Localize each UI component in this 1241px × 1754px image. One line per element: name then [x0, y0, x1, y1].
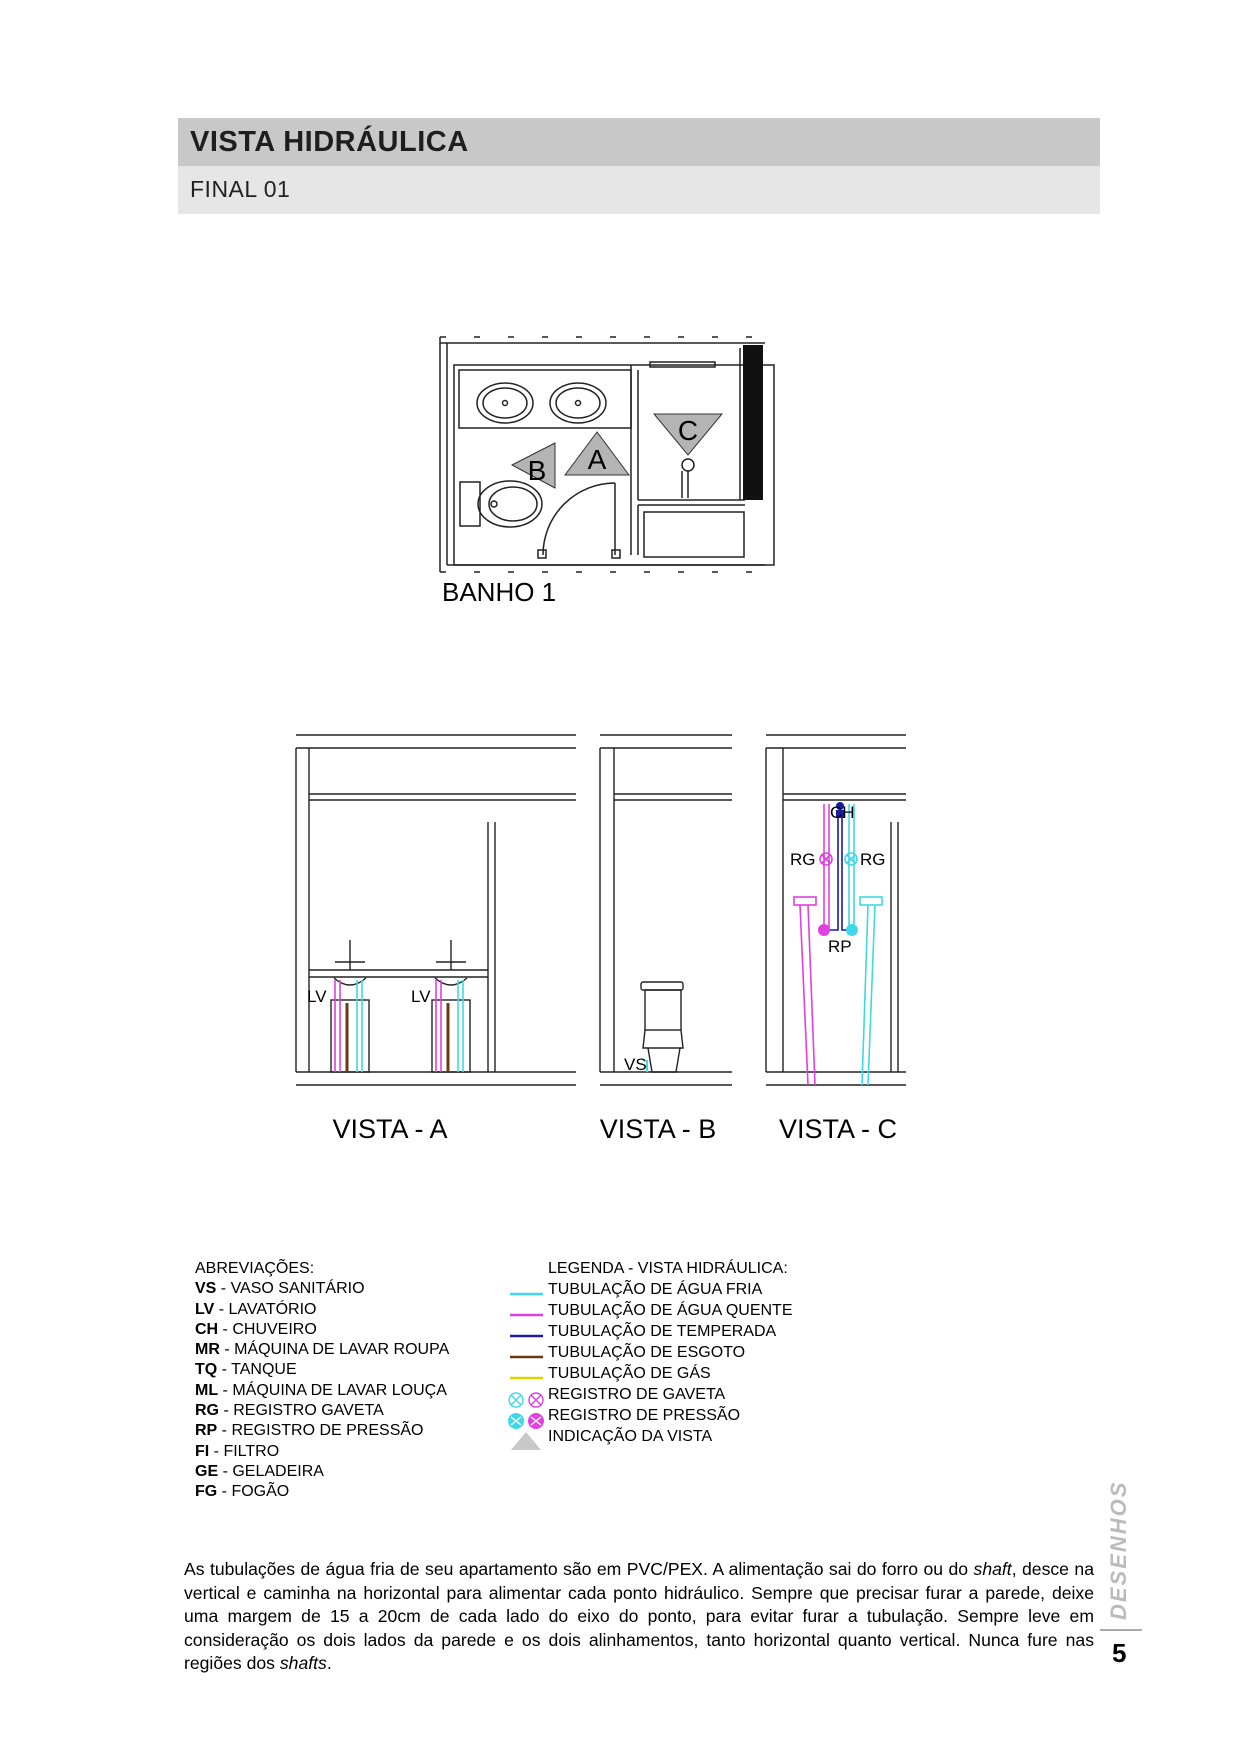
legend-item: REGISTRO DE PRESSÃO: [548, 1407, 741, 1424]
legend: [548, 1258, 793, 1447]
page-number: 5: [1112, 1638, 1127, 1668]
room-label: BANHO 1: [442, 577, 557, 607]
abbr-item: FG - FOGÃO: [195, 1483, 290, 1501]
vs-label: VS: [624, 1055, 647, 1074]
pressure-valve-icon: [508, 1413, 544, 1429]
rg-label-1: RG: [790, 850, 816, 869]
view-b-label: VISTA - B: [599, 1114, 717, 1144]
legend-item: INDICAÇÃO DA VISTA: [548, 1428, 713, 1445]
abbr-item: RP - REGISTRO DE PRESSÃO: [195, 1422, 424, 1440]
abbr-item: FI - FILTRO: [195, 1442, 280, 1460]
abbr-item: GE - GELADEIRA: [195, 1462, 324, 1480]
elevation-b: [600, 735, 732, 1085]
gate-valve-icon: [509, 1393, 543, 1407]
abbr-item: ML - MÁQUINA DE LAVAR LOUÇA: [195, 1381, 447, 1399]
view-c-label: VISTA - C: [778, 1114, 898, 1144]
footer-paragraph: As tubulações de água fria de seu apartamento são em PVC/PEX. A alimentação sai do forro ou do shaft, desce na vertical e caminha na horizontal para alimentar cada ponto hidráulico. Sempre que precisar furar a parede, deixe uma margem de 15 a 20cm de cada lado do eixo do ponto, para evitar furar a tubulação. Sempre leve em consideração os dois lados da parede e os dois alinhamentos, tanto horizontal quanto vertical. Nunca fure nas regiões dos shafts.: [184, 1559, 1094, 1673]
abbreviations-title: ABREVIAÇÕES:: [195, 1260, 315, 1277]
shaft-block: [743, 345, 763, 500]
svg-text:C: C: [677, 415, 699, 446]
rp-cold-icon: [846, 924, 858, 936]
svg-text:B: B: [527, 455, 547, 486]
legend-symbols: [510, 1294, 543, 1378]
page-title: VISTA HIDRÁULICA: [190, 126, 469, 158]
abbr-item: CH - CHUVEIRO: [195, 1320, 317, 1338]
legend-title: LEGENDA - VISTA HIDRÁULICA:: [548, 1260, 788, 1277]
lv-label-1: LV: [307, 987, 327, 1006]
rg-label-2: RG: [860, 850, 886, 869]
legend-item: TUBULAÇÃO DE GÁS: [548, 1365, 711, 1382]
elevation-c: [766, 735, 906, 1085]
abbr-item: MR - MÁQUINA DE LAVAR ROUPA: [195, 1341, 450, 1359]
ch-label: CH: [830, 803, 855, 822]
abbr-item: VS - VASO SANITÁRIO: [195, 1280, 365, 1298]
lv-label-2: LV: [411, 987, 431, 1006]
view-a-label: VISTA - A: [332, 1114, 448, 1144]
page-subtitle: FINAL 01: [190, 176, 291, 202]
view-marker-c: [654, 414, 722, 455]
abbr-item: LV - LAVATÓRIO: [195, 1300, 317, 1318]
view-triangle-icon: [511, 1432, 541, 1450]
view-marker-a: [565, 432, 629, 475]
section-side-label: DESENHOS: [1106, 1480, 1131, 1620]
legend-item: TUBULAÇÃO DE ÁGUA QUENTE: [548, 1302, 793, 1319]
legend-item: TUBULAÇÃO DE ÁGUA FRIA: [548, 1281, 763, 1298]
legend-item: REGISTRO DE GAVETA: [548, 1386, 726, 1403]
legend-item: TUBULAÇÃO DE ESGOTO: [548, 1344, 746, 1361]
rp-label: RP: [828, 937, 852, 956]
abbr-item: RG - REGISTRO GAVETA: [195, 1402, 384, 1420]
abbr-item: TQ - TANQUE: [195, 1361, 297, 1379]
rp-hot-icon: [818, 924, 830, 936]
legend-item: TUBULAÇÃO DE TEMPERADA: [548, 1323, 777, 1340]
elevation-a-pipes: [335, 980, 463, 1072]
abbreviations-list: [195, 1259, 449, 1503]
svg-text:A: A: [587, 444, 607, 475]
